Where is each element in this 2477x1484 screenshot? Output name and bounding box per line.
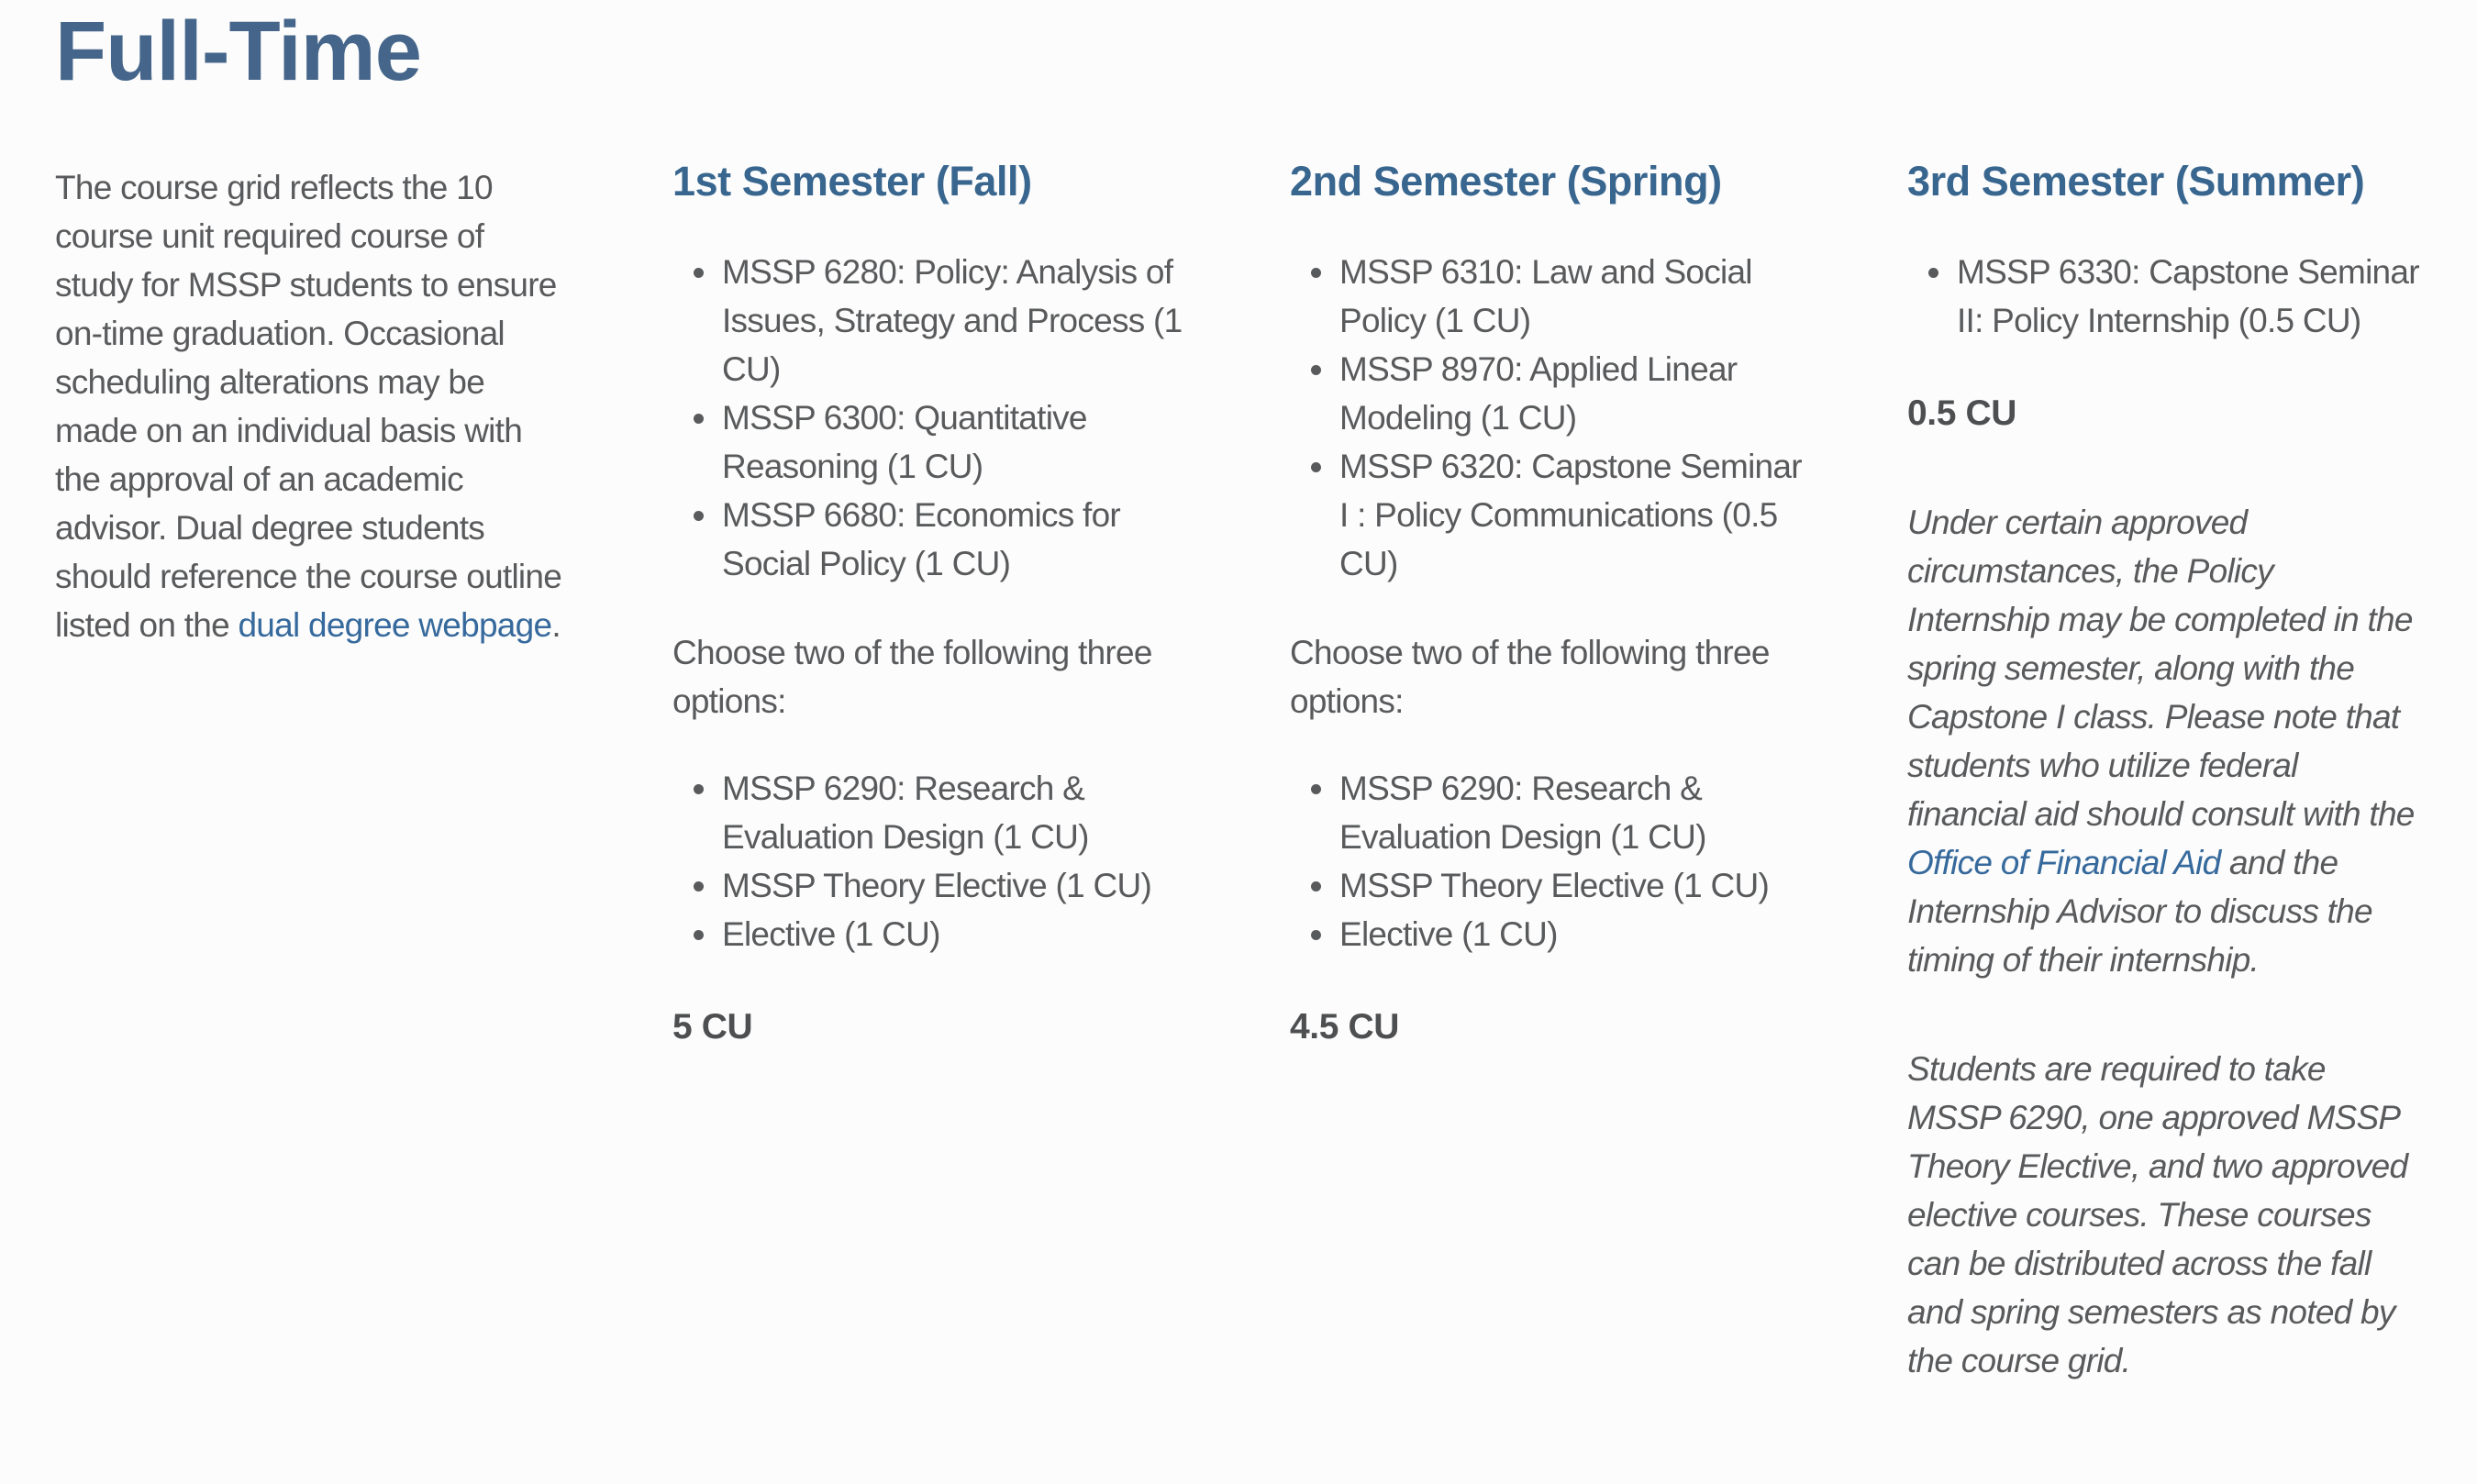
intro-paragraph (55, 163, 570, 649)
internship-timing-note (1907, 498, 2422, 984)
course-item: • Elective (1 CU) (1338, 910, 1805, 958)
semester-heading-spring: 2nd Semester (Spring) (1290, 157, 1722, 205)
intro-text: The course grid reflects the 10 course unit required course of study for MSSP students to ensure on-time graduation. Occasional scheduling alterations may be made on an individual basis with the approval of an academic advisor. Dual degree students should reference the course outline listed on the (55, 168, 562, 644)
elective-distribution-note: Students are required to take MSSP 6290, one approved MSSP Theory Elective, and two approved elective courses. These courses can be distributed across the fall and spring semesters as noted by the course grid. (1907, 1050, 2408, 1380)
course-item: • MSSP Theory Elective (1 CU) (1338, 861, 1805, 910)
course-item: • MSSP Theory Elective (1 CU) (720, 861, 1187, 910)
credit-total-summer: 0.5 CU (1907, 393, 2017, 434)
course-item: • Elective (1 CU) (720, 910, 1187, 958)
required-course-list-fall (672, 248, 1187, 588)
course-item: • MSSP 8970: Applied Linear Modeling (1 CU) (1338, 345, 1805, 442)
semester-column-summer (1907, 156, 2422, 1385)
course-item: • MSSP 6310: Law and Social Policy (1 CU) (1338, 248, 1805, 345)
semester-heading-fall: 1st Semester (Fall) (672, 157, 1032, 205)
course-grid (55, 156, 2422, 1385)
course-item: • MSSP 6300: Quantitative Reasoning (1 CU) (720, 393, 1187, 491)
course-item: • MSSP 6330: Capstone Seminar II: Policy Internship (0.5 CU) (1955, 248, 2422, 345)
intro-column (55, 156, 570, 649)
credit-total-spring: 4.5 CU (1290, 1007, 1400, 1047)
option-course-list-spring (1290, 764, 1805, 958)
semester-column-fall (672, 156, 1187, 1051)
course-item: • MSSP 6320: Capstone Seminar I : Policy Communications (0.5 CU) (1338, 442, 1805, 588)
required-course-list-summer (1907, 248, 2422, 345)
page-title: Full-Time (55, 5, 421, 98)
course-grid-page (0, 4, 2477, 1385)
office-of-financial-aid-link[interactable]: Office of Financial Aid (1907, 844, 2221, 882)
semester-heading-summer: 3rd Semester (Summer) (1907, 157, 2365, 205)
dual-degree-webpage-link[interactable]: dual degree webpage (238, 605, 552, 644)
option-course-list-fall (672, 764, 1187, 958)
semester-column-spring (1290, 156, 1805, 1051)
choose-instruction-fall: Choose two of the following three options: (672, 634, 1152, 721)
course-item: • MSSP 6280: Policy: Analysis of Issues, Strategy and Process (1 CU) (720, 248, 1187, 393)
course-item: • MSSP 6290: Research & Evaluation Design (1 CU) (720, 764, 1187, 861)
required-course-list-spring (1290, 248, 1805, 588)
intro-text-end: . (551, 605, 561, 644)
note-text: Under certain approved circumstances, the Policy Internship may be completed in the spring semester, along with the Capstone I class. Please note that students who utilize federal financial aid should consult with the (1907, 504, 2415, 834)
choose-instruction-spring: Choose two of the following three options: (1290, 634, 1770, 721)
credit-total-fall: 5 CU (672, 1007, 753, 1047)
course-item: • MSSP 6290: Research & Evaluation Design (1 CU) (1338, 764, 1805, 861)
note-text-end: and the Internship Advisor to discuss the timing of their internship. (1907, 844, 2372, 980)
course-item: • MSSP 6680: Economics for Social Policy (1 CU) (720, 491, 1187, 588)
